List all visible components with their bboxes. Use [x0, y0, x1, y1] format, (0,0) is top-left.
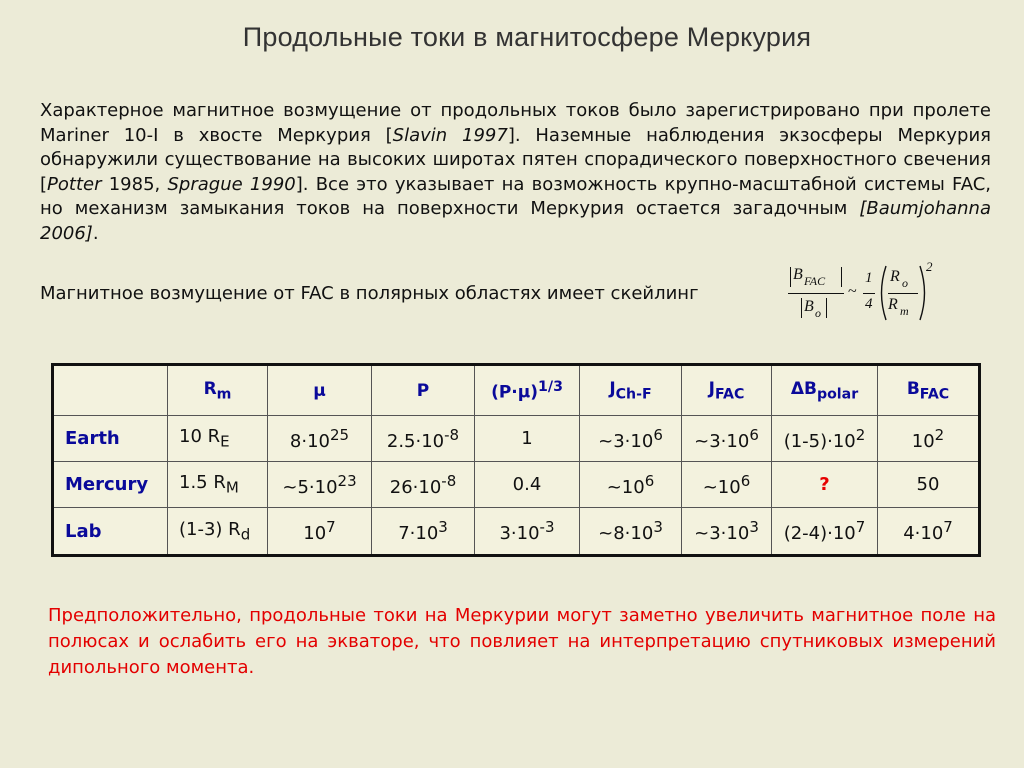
cell-lab-dbpolar: $(2-4)\cdot 10^7$ — [772, 508, 878, 556]
scaling-formula — [784, 258, 944, 326]
intro-paragraph — [40, 99, 991, 247]
row-label-lab: Lab — [53, 508, 168, 556]
row-label-mercury: Mercury — [53, 462, 168, 508]
table-row-earth — [53, 416, 980, 462]
fraction-line-quarter — [863, 293, 875, 294]
cell-mercury-bfac: 50 — [878, 462, 980, 508]
header-p-mu: $(P\cdot\mu)^{1/3}$ — [475, 365, 580, 416]
header-r-m: $R_m$ — [168, 365, 268, 416]
row-label-earth: Earth — [53, 416, 168, 462]
cell-earth-jfac: $\sim 3\cdot 10^6$ — [682, 416, 772, 462]
cell-lab-pmu: $3\cdot 10^{-3}$ — [475, 508, 580, 556]
fraction-line-ratio — [888, 293, 918, 294]
citation-sprague: Sprague 1990 — [167, 173, 296, 195]
para-text-1: Характерное магнитное возмущение от продольных токов было зарегистрировано при пролете Mariner 10-I в хвосте Меркурия [ — [40, 100, 991, 146]
cell-mercury-p: $26\cdot 10^{-8}$ — [372, 462, 475, 508]
citation-baumjohanna: [Baumjohanna 2006] — [40, 198, 991, 244]
cell-lab-mu: $10^7$ — [268, 508, 372, 556]
formula-den-b: B — [804, 298, 814, 315]
cell-mercury-jchf: $\sim 10^6$ — [580, 462, 682, 508]
unknown-value-mark: ? — [819, 474, 830, 496]
formula-four: 4 — [865, 296, 873, 312]
para-text-3: 1985, — [101, 173, 168, 195]
cell-earth-dbpolar: $(1-5)\cdot 10^2$ — [772, 416, 878, 462]
formula-one: 1 — [865, 270, 873, 286]
abs-bar-right-top — [841, 267, 842, 287]
cell-mercury-dbpolar — [772, 462, 878, 508]
header-blank — [53, 365, 168, 416]
para-text-4: ]. Все это указывает на возможность крупно-масштабной системы FAC, но механизм замыкания токов на поверхности Меркурия остается загадочным — [40, 173, 991, 220]
slide-title: Продольные токи в магнитосфере Меркурия — [242, 22, 812, 52]
header-delta-b-polar: $\Delta B_{polar}$ — [772, 365, 878, 416]
formula-tilde: ~ — [848, 283, 857, 300]
parameters-table — [51, 363, 981, 557]
scaling-statement: Магнитное возмущение от FAC в полярных областях имеет скейлинг — [40, 283, 699, 304]
cell-lab-jchf: $\sim 8\cdot 10^3$ — [580, 508, 682, 556]
cell-lab-rm: (1-3) $R_d$ — [168, 508, 268, 556]
cell-mercury-mu: $\sim 5\cdot 10^{23}$ — [268, 462, 372, 508]
cell-earth-bfac: $10^2$ — [878, 416, 980, 462]
citation-potter: Potter — [47, 173, 102, 195]
formula-num-sub: FAC — [804, 274, 826, 288]
header-mu: μ — [268, 365, 372, 416]
header-p: P — [372, 365, 475, 416]
formula-den-sub: o — [815, 306, 821, 320]
fraction-line-main — [788, 293, 844, 294]
cell-earth-rm: 10 $R_E$ — [168, 416, 268, 462]
cell-earth-jchf: $\sim 3\cdot 10^6$ — [580, 416, 682, 462]
abs-bar-left-top — [790, 267, 791, 287]
formula-r-bottom: R — [888, 296, 898, 313]
cell-mercury-jfac: $\sim 10^6$ — [682, 462, 772, 508]
header-j-chf: $J_{Ch-F}$ — [580, 365, 682, 416]
left-paren-icon — [876, 264, 888, 322]
conclusion-paragraph: Предположительно, продольные токи на Меркурии могут заметно увеличить магнитное поле на полюсах и ослабить его на экваторе, что повлияет на интерпретацию спутниковых измерений дипольного момента. — [48, 605, 996, 678]
para-text-5: . — [92, 222, 99, 244]
formula-r-top: R — [890, 268, 900, 285]
cell-lab-p: $7\cdot 10^3$ — [372, 508, 475, 556]
table-header-row — [53, 365, 980, 416]
table-row-lab — [53, 508, 980, 556]
header-b-fac: $B_{FAC}$ — [878, 365, 980, 416]
citation-slavin: Slavin 1997 — [392, 124, 508, 146]
formula-r-bottom-sub: m — [900, 304, 909, 318]
table-row-mercury — [53, 462, 980, 508]
cell-mercury-rm: 1.5 $R_M$ — [168, 462, 268, 508]
cell-lab-jfac: $\sim 3\cdot 10^3$ — [682, 508, 772, 556]
formula-num-b: B — [793, 266, 803, 283]
formula-r-top-sub: o — [902, 276, 908, 290]
abs-bar-left-bottom — [801, 298, 802, 318]
cell-earth-pmu: 1 — [475, 416, 580, 462]
formula-power: 2 — [926, 259, 933, 274]
abs-bar-right-bottom — [826, 298, 827, 318]
cell-earth-p: $2.5\cdot 10^{-8}$ — [372, 416, 475, 462]
cell-lab-bfac: $4\cdot 10^7$ — [878, 508, 980, 556]
header-j-fac: $J_{FAC}$ — [682, 365, 772, 416]
cell-earth-mu: $8\cdot 10^{25}$ — [268, 416, 372, 462]
cell-mercury-pmu: 0.4 — [475, 462, 580, 508]
para-text-2: ]. Наземные наблюдения экзосферы Меркурия обнаружили существование на высоких широтах пятен спорадического поверхностного свечения [ — [40, 124, 991, 195]
